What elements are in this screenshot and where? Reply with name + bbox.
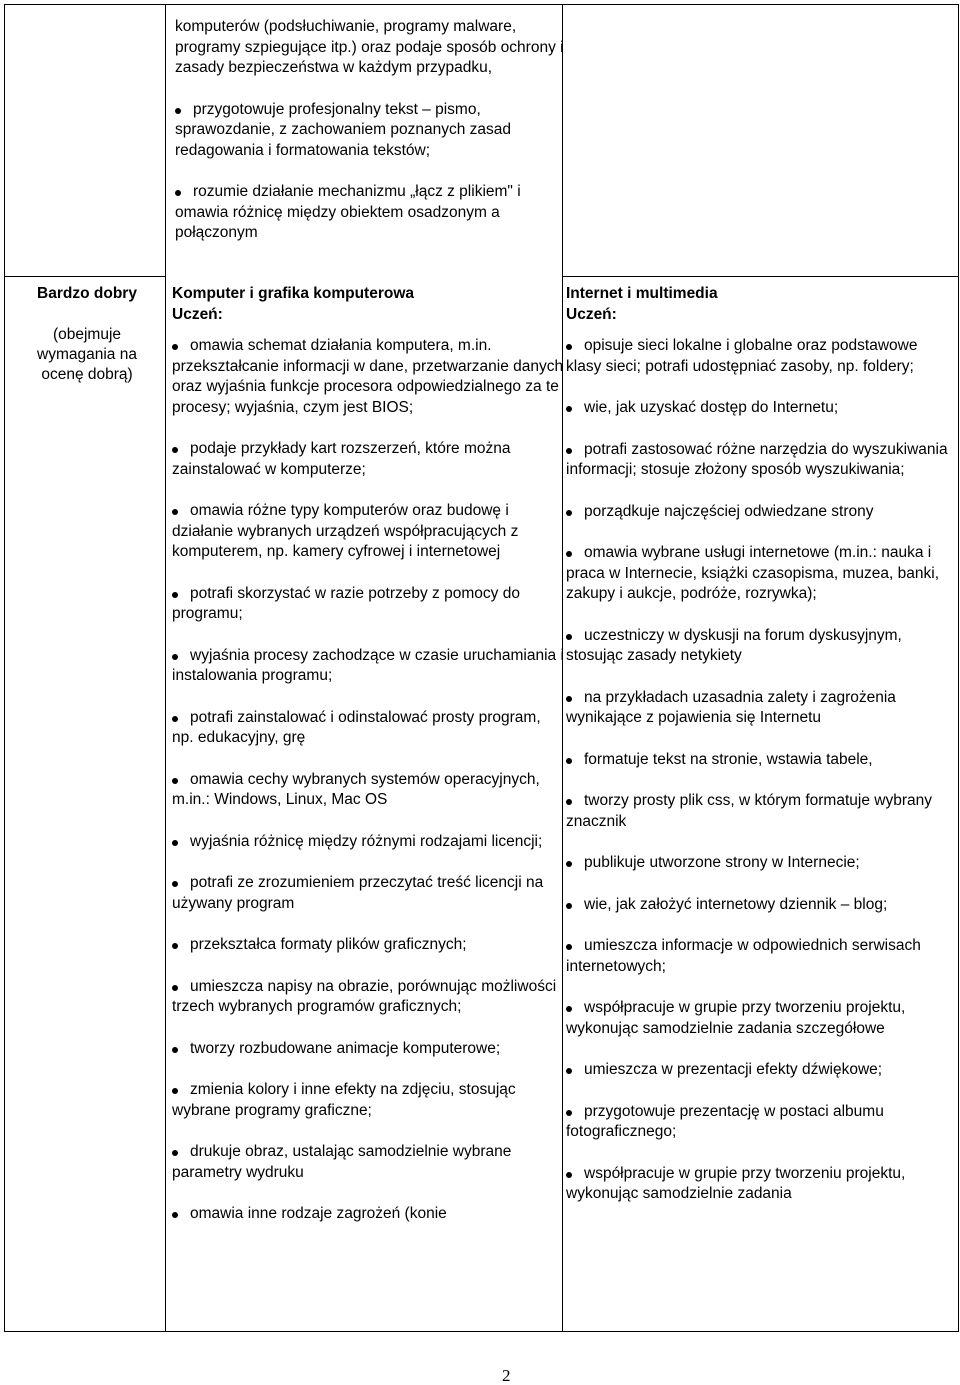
list-item: rozumie działanie mechanizmu „łącz z plikiem" i omawia różnicę między obiektem osadzonym a połączonym xyxy=(175,182,567,244)
list-item: omawia schemat działania komputera, m.in. przekształcanie informacji w dane, przetwarzanie danych oraz wyjaśnia funkcje procesora odpowiedzialnego za te procesy; wyjaśnia, czym jest BIOS; xyxy=(172,336,564,418)
list-item: omawia różne typy komputerów oraz budowę i działanie wybranych urządzeń współpracujących z komputerem, np. kamery cyfrowej i internetowej xyxy=(172,501,564,563)
list-item: współpracuje w grupie przy tworzeniu projektu, wykonując samodzielnie zadania szczegółowe xyxy=(566,998,952,1039)
list-item: tworzy rozbudowane animacje komputerowe; xyxy=(172,1039,564,1060)
list-item: tworzy prosty plik css, w którym formatuje wybrany znacznik xyxy=(566,791,952,832)
page-number: 2 xyxy=(502,1366,511,1385)
list-item: wie, jak uzyskać dostęp do Internetu; xyxy=(566,398,952,419)
list-item: umieszcza informacje w odpowiednich serwisach internetowych; xyxy=(566,936,952,977)
list-item: formatuje tekst na stronie, wstawia tabele, xyxy=(566,750,952,771)
list-item: współpracuje w grupie przy tworzeniu projektu, wykonując samodzielnie zadania xyxy=(566,1164,952,1205)
list-item: porządkuje najczęściej odwiedzane strony xyxy=(566,502,952,523)
list-item: wyjaśnia procesy zachodzące w czasie uruchamiania i instalowania programu; xyxy=(172,646,564,687)
section-heading: Internet i multimedia xyxy=(566,285,718,302)
section-heading: Komputer i grafika komputerowa xyxy=(172,285,415,302)
continuation-cell xyxy=(175,17,567,244)
list-item: potrafi zastosować różne narzędzia do wyszukiwania informacji; stosuje złożony sposób wyszukiwania; xyxy=(566,440,952,481)
list-item: podaje przykłady kart rozszerzeń, które można zainstalować w komputerze; xyxy=(172,439,564,480)
list-item: przygotowuje prezentację w postaci albumu fotograficznego; xyxy=(566,1102,952,1143)
list-item: na przykładach uzasadnia zalety i zagrożenia wynikające z pojawienia się Internetu xyxy=(566,688,952,729)
list-item: umieszcza napisy na obrazie, porównując możliwości trzech wybranych programów graficznych; xyxy=(172,977,564,1018)
list-item: przekształca formaty plików graficznych; xyxy=(172,935,564,956)
row-divider-right xyxy=(562,276,958,277)
grade-title: Bardzo dobry xyxy=(37,285,137,302)
list-item: opisuje sieci lokalne i globalne oraz podstawowe klasy sieci; potrafi udostępniać zasoby, np. foldery; xyxy=(566,336,952,377)
row-divider-left xyxy=(5,276,165,277)
list-item: uczestniczy w dyskusji na forum dyskusyjnym, stosując zasady netykiety xyxy=(566,626,952,667)
list-item: omawia wybrane usługi internetowe (m.in.: nauka i praca w Internecie, książki czasopisma, muzea, banki, zakupy i aukcje, podróże, rozrywka); xyxy=(566,543,952,605)
section-subheading: Uczeń: xyxy=(566,305,617,323)
computer-graphics-cell xyxy=(172,284,564,1225)
internet-multimedia-cell xyxy=(566,284,952,1205)
list-item: drukuje obraz, ustalając samodzielnie wybrane parametry wydruku xyxy=(172,1142,564,1183)
list-item: umieszcza w prezentacji efekty dźwiękowe; xyxy=(566,1060,952,1081)
grade-subtitle: (obejmuje wymagania na ocenę dobrą) xyxy=(37,325,137,383)
grade-cell xyxy=(21,284,153,385)
list-item: omawia cechy wybranych systemów operacyjnych, m.in.: Windows, Linux, Mac OS xyxy=(172,770,564,811)
list-item: zmienia kolory i inne efekty na zdjęciu, stosując wybrane programy graficzne; xyxy=(172,1080,564,1121)
list-item: potrafi ze zrozumieniem przeczytać treść licencji na używany program xyxy=(172,873,564,914)
column-divider-1 xyxy=(165,5,166,1331)
list-item: wie, jak założyć internetowy dziennik – blog; xyxy=(566,895,952,916)
list-item: omawia inne rodzaje zagrożeń (konie xyxy=(172,1204,564,1225)
list-item: wyjaśnia różnicę między różnymi rodzajami licencji; xyxy=(172,832,564,853)
continuation-text: komputerów (podsłuchiwanie, programy malware, programy szpiegujące itp.) oraz podaje sposób ochrony i zasady bezpieczeństwa w każdym przypadku, xyxy=(175,18,564,76)
list-item: potrafi skorzystać w razie potrzeby z pomocy do programu; xyxy=(172,584,564,625)
section-subheading: Uczeń: xyxy=(172,305,223,323)
list-item: publikuje utworzone strony w Internecie; xyxy=(566,853,952,874)
list-item: przygotowuje profesjonalny tekst – pismo, sprawozdanie, z zachowaniem poznanych zasad redagowania i formatowania tekstów; xyxy=(175,100,567,162)
requirements-table xyxy=(4,4,959,1332)
list-item: potrafi zainstalować i odinstalować prosty program, np. edukacyjny, grę xyxy=(172,708,564,749)
